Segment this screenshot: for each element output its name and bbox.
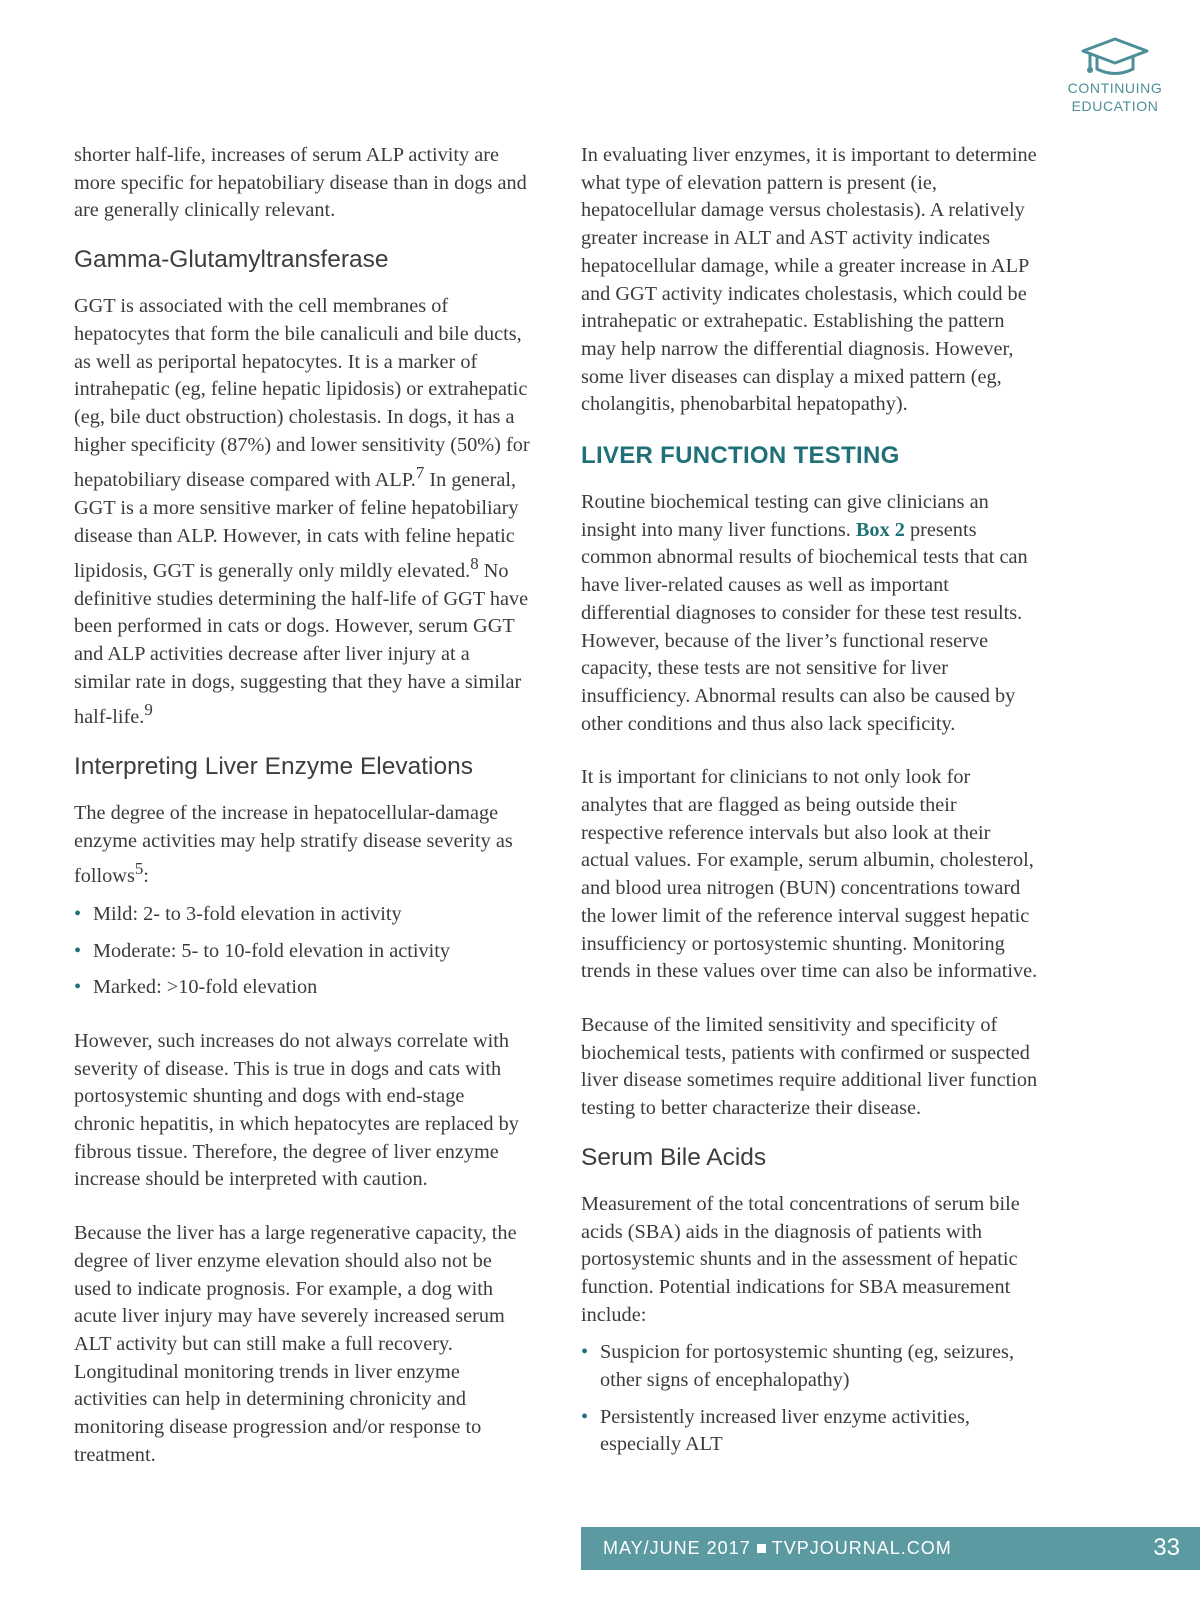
bullet-icon: •: [74, 902, 82, 925]
square-separator-icon: [757, 1544, 766, 1553]
citation-8: 8: [470, 554, 479, 574]
heading-gamma-glutamyltransferase: Gamma-Glutamyltransferase: [74, 246, 389, 274]
severity-list: [74, 901, 530, 1002]
list-item-text: Marked: >10-fold elevation: [93, 976, 318, 999]
list-item-text: Moderate: 5- to 10-fold elevation in activity: [93, 939, 451, 962]
footer-site[interactable]: TVPJOURNAL.COM: [771, 1538, 952, 1558]
paragraph-sba: Measurement of the total concentrations of serum bile acids (SBA) aids in the diagnosis of patients with portosystemic shunts and in the assessment of hepatic function. Potential indications for SBA measurement include:: [581, 1192, 1020, 1326]
paragraph-evaluating: In evaluating liver enzymes, it is important to determine what type of elevation pattern is present (ie, hepatocellular damage versus cholestasis). A relatively greater increase in ALT and AST activity indicates hepatocellular damage, while a greater increase in ALP and GGT activity indicates cholestasis, which could be intrahepatic or extrahepatic. Establishing the pattern may help narrow the differential diagnosis. However, some liver diseases can display a mixed pattern (eg, cholangitis, phenobarbital hepatopathy).: [581, 144, 1037, 416]
list-item-text: Persistently increased liver enzyme activities, especially ALT: [600, 1405, 971, 1456]
ggt-text-3: No definitive studies determining the half-life of GGT have been performed in cats or dogs. However, serum GGT and ALP activities decrease after liver injury at a similar rate in dogs, suggesting that they have a similar half-life.: [74, 559, 529, 729]
sba-indications-list: [581, 1339, 1041, 1459]
paragraph-ggt: [74, 293, 530, 732]
badge-label-line2: EDUCATION: [1071, 98, 1159, 114]
graduation-cap-icon: [1080, 36, 1150, 78]
left-column: [74, 142, 530, 1469]
lft-text-2: presents common abnormal results of biochemical tests that can have liver-related causes as well as important differential diagnoses to consider for these test results. However, because of the liver’s functional reserve capacity, these tests are not sensitive for liver insufficiency. Abnormal results can also be caused by other conditions and thus also lack specificity.: [581, 518, 1028, 735]
interp-colon: :: [143, 865, 149, 888]
bullet-icon: •: [581, 1405, 589, 1428]
paragraph-regenerative: Because the liver has a large regenerative capacity, the degree of liver enzyme elevation should also not be used to indicate prognosis. For example, a dog with acute liver injury may have severely increased serum ALT activity but can still make a full recovery. Longitudinal monitoring trends in liver enzyme activities can help in determining chronicity and monitoring disease progression and/or response to treatment.: [74, 1222, 517, 1466]
list-item: [74, 974, 530, 1002]
paragraph-alp-continued: shorter half-life, increases of serum ALP activity are more specific for hepatobiliary disease than in dogs and are generally clinically relevant.: [74, 144, 527, 222]
list-item: [74, 938, 530, 966]
box-2-link[interactable]: Box 2: [855, 518, 905, 541]
footer-bar: [581, 1527, 1200, 1570]
bullet-icon: •: [74, 939, 82, 962]
paragraph-interpreting: [74, 800, 530, 891]
heading-interpreting-elevations: Interpreting Liver Enzyme Elevations: [74, 752, 473, 780]
interp-text: The degree of the increase in hepatocellular-damage enzyme activities may help stratify disease severity as follows: [74, 801, 513, 888]
paragraph-routine-testing: [581, 489, 1041, 738]
citation-9: 9: [144, 700, 153, 720]
bullet-icon: •: [74, 976, 82, 999]
list-item: [74, 901, 530, 929]
list-item-text: Mild: 2- to 3-fold elevation in activity: [93, 902, 402, 925]
bullet-icon: •: [581, 1341, 589, 1364]
page-number: 33: [1153, 1534, 1180, 1561]
heading-liver-function-testing: LIVER FUNCTION TESTING: [581, 442, 900, 470]
paragraph-important: It is important for clinicians to not only look for analytes that are flagged as being outside their respective reference intervals but also look at their actual values. For example, serum albumin, cholesterol, and blood urea nitrogen (BUN) concentrations toward the lower limit of the reference interval suggest hepatic insufficiency or portosystemic shunting. Monitoring trends in these values over time can also be informative.: [581, 766, 1038, 983]
citation-5: 5: [134, 859, 144, 879]
paragraph-limited-sensitivity: Because of the limited sensitivity and specificity of biochemical tests, patients with confirmed or suspected liver disease sometimes require additional liver function testing to better characterize their disease.: [581, 1013, 1038, 1120]
lft-text-1: Routine biochemical testing can give clinicians an insight into many liver functions.: [581, 491, 989, 541]
ggt-text-2: In general, GGT is a more sensitive marker of feline hepatobiliary disease than ALP. However, in cats with feline hepatic lipidosis, GGT is generally only mildly elevated.: [74, 469, 519, 582]
paragraph-however: However, such increases do not always correlate with severity of disease. This is true in dogs and cats with portosystemic shunting and dogs with end-stage chronic hepatitis, in which hepatocytes are replaced by fibrous tissue. Therefore, the degree of liver enzyme increase should be interpreted with caution.: [74, 1029, 519, 1191]
footer-issue: MAY/JUNE 2017: [603, 1538, 751, 1558]
badge-label-line1: CONTINUING: [1067, 80, 1163, 96]
continuing-education-badge: [1060, 36, 1170, 114]
ggt-text-1: GGT is associated with the cell membranes of hepatocytes that form the bile canaliculi and bile ducts, as well as periportal hepatocytes. It is a marker of intrahepatic (eg, feline hepatic lipidosis) or extrahepatic (eg, bile duct obstruction) cholestasis. In dogs, it has a higher specificity (87%) and lower sensitivity (50%) for hepatobiliary disease compared with ALP.: [74, 295, 530, 492]
right-column: [581, 142, 1041, 1468]
citation-7: 7: [415, 463, 425, 483]
footer-issue-line: [603, 1538, 952, 1559]
list-item-text: Suspicion for portosystemic shunting (eg, seizures, other signs of encephalopathy): [600, 1341, 1015, 1392]
list-item: [581, 1404, 1041, 1459]
heading-serum-bile-acids: Serum Bile Acids: [581, 1143, 767, 1171]
list-item: [581, 1339, 1041, 1394]
